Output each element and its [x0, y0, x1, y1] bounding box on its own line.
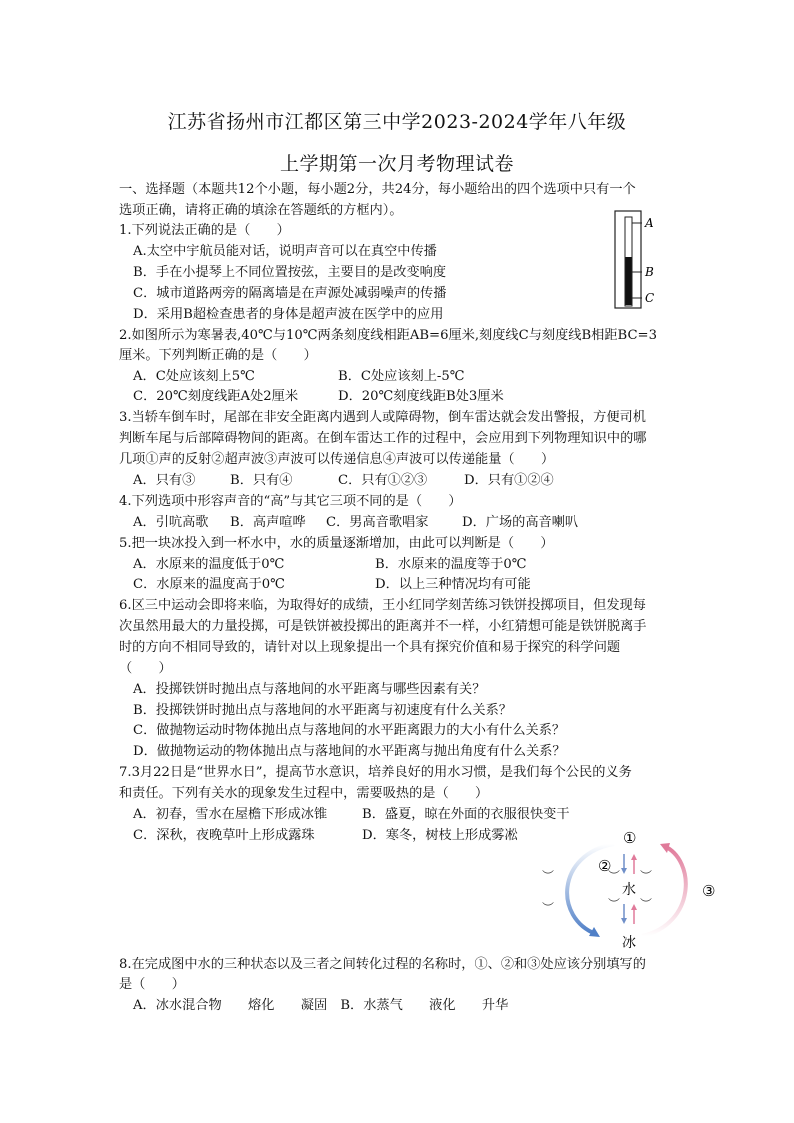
- thermometer-figure: [614, 210, 662, 310]
- q1-stem: 1.下列说法正确的是（ ）: [119, 223, 290, 238]
- q6-option-a: A．投掷铁饼时抛出点与落地间的水平距离与哪些因素有关？: [133, 682, 486, 697]
- thermometer-label-b: B: [645, 265, 654, 279]
- q7-option-a: A．初春，雪水在屋檐下形成冰锥: [133, 807, 328, 822]
- q4-option-b: B．高声喧哗: [230, 515, 306, 530]
- q5-option-d: D．以上三种情况均有可能: [375, 577, 531, 592]
- thermometer-label-a: A: [645, 216, 654, 230]
- thermometer-liquid: [626, 257, 632, 305]
- water-states-diagram: [536, 826, 726, 952]
- q2-option-a: A．C处应该刻上5℃: [133, 369, 255, 384]
- q6-option-d: D．做抛物运动的物体抛出点与落地间的水平距离与抛出角度有什么关系？: [133, 744, 566, 759]
- q6-option-b: B．投掷铁饼时抛出点与落地间的水平距离与初速度有什么关系？: [133, 703, 512, 718]
- q3-option-c: C．只有①②③: [338, 473, 428, 488]
- q7-stem-line1: 7.3月22日是“世界水日”，提高节水意识，培养良好的用水习惯，是我们每个公民的义务: [119, 765, 632, 780]
- q6-stem-line4: （ ）: [119, 661, 172, 676]
- q7-option-d: D．寒冬，树枝上形成雾凇: [362, 828, 518, 843]
- q4-option-c: C．男高音歌唱家: [326, 515, 429, 530]
- mid-bracket-1: ︶: [608, 869, 621, 883]
- q5-option-b: B．水原来的温度等于0℃: [375, 557, 527, 572]
- diagram-label-ice: 冰: [622, 935, 636, 951]
- arrow-up-bottom-head: [631, 904, 637, 910]
- q3-option-b: B．只有④: [230, 473, 293, 488]
- q3-stem-line3: 几项①声的反射②超声波③声波可以传递信息④声波可以传递能量（ ）: [119, 452, 555, 467]
- diagram-label-water: 水: [622, 882, 636, 898]
- q5-option-c: C．水原来的温度高于0℃: [133, 577, 285, 592]
- q2-stem-line2: 厘米。下列判断正确的是（ ）: [119, 348, 317, 363]
- q6-stem-line3: 时的方向不相同导致的，请针对以上现象提出一个具有探究价值和易于探究的科学问题: [119, 640, 621, 655]
- q3-stem-line2: 判断车尾与后部障碍物间的距离。在倒车雷达工作的过程中，会应用到下列物理知识中的哪: [119, 431, 647, 446]
- q2-option-c: C．20℃刻度线距A处2厘米: [133, 389, 299, 404]
- arrow-down-top-head: [621, 868, 627, 874]
- q8-stem-line2: 是（ ）: [119, 977, 185, 992]
- q1-option-a: A.太空中宇航员能对话，说明声音可以在真空中传播: [133, 244, 437, 259]
- diagram-mark-2: ②: [598, 857, 612, 875]
- q3-option-d: D．只有①②④: [464, 473, 554, 488]
- q8-option-line: A．冰水混合物 熔化 凝固 B．水蒸气 液化 升华: [133, 998, 509, 1013]
- left-bracket-2: ︶: [542, 901, 555, 915]
- q7-stem-line2: 和责任。下列有关水的现象发生过程中，需要吸热的是（ ）: [119, 786, 489, 801]
- section1-instructions-line1: 一、选择题（本题共12个小题，每小题2分，共24分，每小题给出的四个选项中只有一个: [119, 182, 636, 197]
- q1-option-d: D．采用B超检查患者的身体是超声波在医学中的应用: [133, 307, 444, 322]
- q6-stem-line2: 次虽然用最大的力量投掷，可是铁饼被投掷出的距离并不一样，小红猜想可能是铁饼脱离手: [119, 619, 647, 634]
- q5-option-a: A．水原来的温度低于0℃: [133, 557, 285, 572]
- q3-stem-line1: 3.当轿车倒车时，尾部在非安全距离内遇到人或障碍物，倒车雷达就会发出警报，方便司机: [119, 410, 646, 425]
- q5-stem: 5.把一块冰投入到一杯水中，水的质量逐渐增加，由此可以判断是（ ）: [119, 536, 554, 551]
- exam-title-line2: 上学期第一次月考物理试卷: [279, 153, 514, 175]
- q2-option-d: D．20℃刻度线距B处3厘米: [338, 389, 504, 404]
- thermometer-label-c: C: [645, 291, 655, 305]
- q2-stem-line1: 2.如图所示为寒暑表,40℃与10℃两条刻度线相距AB=6厘米,刻度线C与刻度线B相距BC=3: [119, 328, 657, 343]
- q7-option-c: C．深秋，夜晚草叶上形成露珠: [133, 828, 315, 843]
- q7-option-b: B．盛夏，晾在外面的衣服很快变干: [362, 807, 570, 822]
- q4-stem: 4.下列选项中形容声音的“高”与其它三项不同的是（ ）: [119, 494, 462, 509]
- diagram-mark-1: ①: [623, 829, 637, 847]
- mid-bracket-4: ︶: [640, 897, 653, 911]
- q4-option-d: D．广场的高音喇叭: [462, 515, 579, 530]
- diagram-mark-3: ③: [702, 882, 716, 900]
- q1-option-b: B．手在小提琴上不同位置按弦，主要目的是改变响度: [133, 265, 447, 280]
- section1-instructions-line2: 选项正确，请将正确的填涂在答题纸的方框内）。: [119, 203, 403, 218]
- arrow-down-bottom-head: [621, 918, 627, 924]
- arc-right-arrowhead: [660, 843, 670, 853]
- mid-bracket-2: ︶: [640, 869, 653, 883]
- exam-title-line1: 江苏省扬州市江都区第三中学2023-2024学年八年级: [167, 111, 627, 133]
- arrow-up-top-head: [631, 854, 637, 860]
- arc-right-arrow: [642, 846, 686, 936]
- q4-option-a: A．引吭高歌: [133, 515, 209, 530]
- q3-option-a: A．只有③: [133, 473, 196, 488]
- q8-stem-line1: 8.在完成图中水的三种状态以及三者之间转化过程的名称时，①、②和③处应该分别填写的: [119, 957, 646, 972]
- q6-option-c: C．做抛物运动时物体抛出点与落地间的水平距离跟力的大小有什么关系？: [133, 723, 566, 738]
- left-bracket-1: ︶: [542, 869, 555, 883]
- q2-option-b: B．C处应该刻上-5℃: [338, 369, 465, 384]
- q6-stem-line1: 6.区三中运动会即将来临，为取得好的成绩，王小红同学刻苦练习铁饼投掷项目，但发现每: [119, 598, 646, 613]
- q1-option-c: C．城市道路两旁的隔离墙是在声源处减弱噪声的传播: [133, 286, 447, 301]
- mid-bracket-3: ︶: [608, 897, 621, 911]
